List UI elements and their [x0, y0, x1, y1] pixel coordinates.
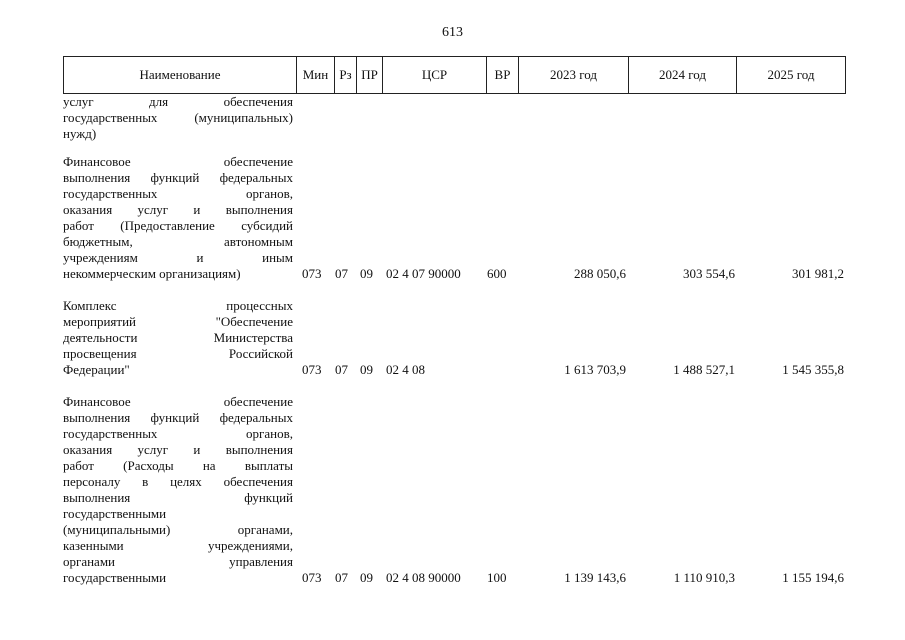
- row-name-line: услуг для обеспечения: [63, 94, 293, 109]
- row-vr: 100: [487, 570, 507, 585]
- row-name-line: (муниципальными) органами,: [63, 522, 293, 537]
- row-name-line: органами управления: [63, 554, 293, 569]
- header-vr: ВР: [487, 57, 519, 93]
- table-row: [63, 154, 845, 284]
- header-csr: ЦСР: [383, 57, 487, 93]
- header-2024: 2024 год: [629, 57, 737, 93]
- row-name: [63, 394, 293, 586]
- row-pr: 09: [360, 362, 373, 377]
- row-min: 073: [302, 362, 322, 377]
- row-name-line: некоммерческим организациям): [63, 266, 241, 281]
- row-name-line: выполнения функций: [63, 490, 293, 505]
- row-pr: 09: [360, 570, 373, 585]
- row-name-line: государственных (муниципальных): [63, 110, 293, 125]
- row-rz: 07: [335, 362, 348, 377]
- row-2023: 288 050,6: [574, 266, 626, 281]
- row-name-line: работ (Расходы на выплаты: [63, 458, 293, 473]
- row-name-line: персоналу в целях обеспечения: [63, 474, 293, 489]
- row-name: [63, 94, 293, 142]
- row-name-line: выполнения функций федеральных: [63, 410, 293, 425]
- row-vr: 600: [487, 266, 507, 281]
- row-name-line: оказания услуг и выполнения: [63, 442, 293, 457]
- header-2025: 2025 год: [737, 57, 846, 93]
- table-header: [63, 56, 846, 94]
- row-2023: 1 139 143,6: [564, 570, 626, 585]
- row-name-line: выполнения функций федеральных: [63, 170, 293, 185]
- row-name-line: Федерации": [63, 362, 130, 377]
- row-2024: 303 554,6: [683, 266, 735, 281]
- page-number: 613: [442, 25, 463, 40]
- row-name-line: мероприятий "Обеспечение: [63, 314, 293, 329]
- row-2024: 1 110 910,3: [673, 570, 735, 585]
- table-row: [63, 394, 845, 594]
- row-rz: 07: [335, 570, 348, 585]
- header-rz: Рз: [335, 57, 357, 93]
- header-pr: ПР: [357, 57, 383, 93]
- row-name-line: работ (Предоставление субсидий: [63, 218, 293, 233]
- header-name: Наименование: [64, 57, 297, 93]
- row-name-line: казенными учреждениями,: [63, 538, 293, 553]
- row-min: 073: [302, 570, 322, 585]
- row-name-line: нужд): [63, 126, 97, 141]
- row-csr: 02 4 08: [386, 362, 425, 377]
- header-2023: 2023 год: [519, 57, 629, 93]
- row-name-line: просвещения Российской: [63, 346, 293, 361]
- header-min: Мин: [297, 57, 335, 93]
- table-row: [63, 298, 845, 380]
- row-2025: 1 155 194,6: [782, 570, 844, 585]
- row-csr: 02 4 08 90000: [386, 570, 461, 585]
- row-name-line: бюджетным, автономным: [63, 234, 293, 249]
- row-name-line: государственными: [63, 570, 167, 585]
- row-min: 073: [302, 266, 322, 281]
- row-name-line: Финансовое обеспечение: [63, 154, 293, 169]
- row-name-line: государственными: [63, 506, 167, 521]
- row-2024: 1 488 527,1: [673, 362, 735, 377]
- row-2023: 1 613 703,9: [564, 362, 626, 377]
- row-name: [63, 154, 293, 282]
- row-name: [63, 298, 293, 378]
- row-name-line: учреждениям и иным: [63, 250, 293, 265]
- row-name-line: Комплекс процессных: [63, 298, 293, 313]
- row-rz: 07: [335, 266, 348, 281]
- row-2025: 1 545 355,8: [782, 362, 844, 377]
- row-csr: 02 4 07 90000: [386, 266, 461, 281]
- row-name-line: государственных органов,: [63, 426, 293, 441]
- row-name-line: оказания услуг и выполнения: [63, 202, 293, 217]
- table-row: [63, 94, 845, 144]
- row-2025: 301 981,2: [792, 266, 844, 281]
- row-name-line: Финансовое обеспечение: [63, 394, 293, 409]
- row-name-line: государственных органов,: [63, 186, 293, 201]
- row-name-line: деятельности Министерства: [63, 330, 293, 345]
- row-pr: 09: [360, 266, 373, 281]
